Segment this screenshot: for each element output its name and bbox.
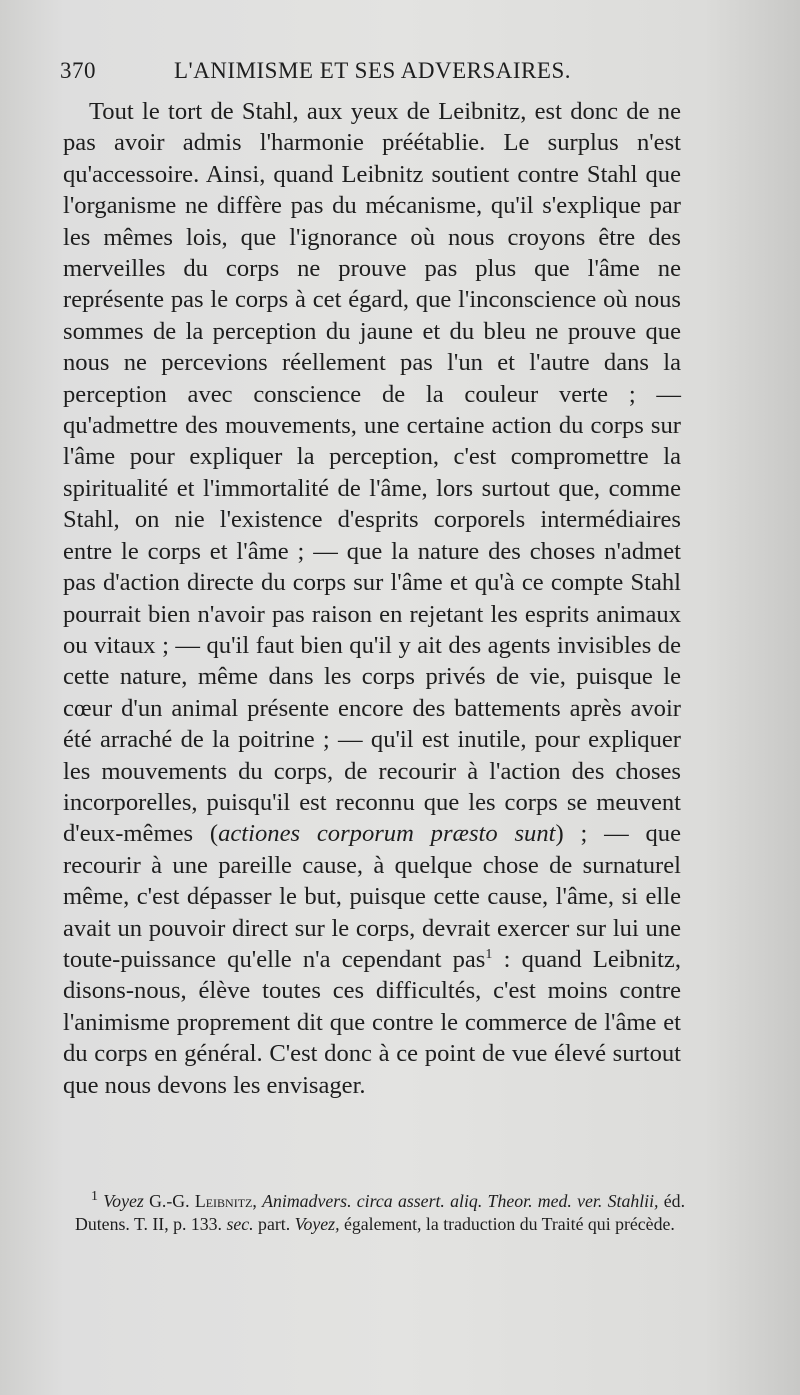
footnote-part: part. — [253, 1214, 295, 1234]
footnote-text — [75, 1190, 685, 1236]
footnote-work-title: Animadvers. circa assert. aliq. Theor. med. ver. Stahlii, — [262, 1191, 659, 1211]
footnote-marker: 1 — [91, 1189, 98, 1205]
paragraph-text-part-3: : quand Leibnitz, disons-nous, élève toutes ces difficultés, c'est moins contre l'animisme proprement dit que contre le commerce de l'âme et du corps en général. C'est donc à ce point de vue élevé surtout que nous devons les envisager. — [63, 945, 681, 1099]
running-title: L'ANIMISME ET SES ADVERSAIRES. — [174, 58, 571, 83]
footnote-author: G.-G. Leibnitz, — [149, 1191, 257, 1211]
footnote-tail: également, la traduction du Traité qui précède. — [339, 1214, 675, 1234]
body-text — [63, 96, 681, 1101]
latin-quote: actiones corporum præsto sunt — [218, 820, 556, 848]
paragraph-text-part-2: ) ; — que recourir à une pareille cause, à quelque chose de surnaturel même, c'est dépasser le but, puisque cette cause, l'âme, si elle avait un pouvoir direct sur le corps, devrait exercer sur lui une toute-puissance qu'elle n'a cependant pas — [63, 820, 681, 973]
page-number: 370 — [60, 58, 96, 83]
footnote-voyez: Voyez — [103, 1191, 144, 1211]
paragraph-text-part-1: Tout le tort de Stahl, aux yeux de Leibnitz, est donc de ne pas avoir admis l'harmonie préétablie. Le surplus n'est qu'accessoire. Ainsi, quand Leibnitz soutient contre Stahl que l'organisme ne diffère pas du mécanisme, qu'il s'explique par les mêmes lois, que l'ignorance où nous croyons être des merveilles du corps ne prouve pas plus que l'âme ne représente pas le corps à cet égard, que l'inconscience où nous sommes de la perception du jaune et du bleu ne prouve que nous ne percevions réellement pas l'un et l'autre dans la perception avec conscience de la couleur verte ; — qu'admettre des mouvements, une certaine action du corps sur l'âme pour expliquer la perception, c'est compromettre la spiritualité et l'immortalité de l'âme, lors surtout que, comme Stahl, on nie l'existence d'esprits corporels intermédiaires entre le corps et l'âme ; — que la nature des choses n'admet pas d'action directe du corps sur l'âme et qu'à ce compte Stahl pourrait bien n'avoir pas raison en rejetant les esprits animaux ou vitaux ; — qu'il faut bien qu'il y ait des agents invisibles de cette nature, même dans les corps privés de vie, puisque le cœur d'un animal présente encore des battements après avoir été arraché de la poitrine ; — qu'il est inutile, pour expliquer les mouvements du corps, de recourir à l'action des choses incorporelles, puisqu'il est reconnu que les corps se meuvent d'eux-mêmes ( — [63, 98, 681, 848]
footnote-sec: sec. — [226, 1214, 254, 1234]
footnote-voyez-2: Voyez, — [294, 1214, 340, 1234]
footnote-edition: éd. Dutens. T. II, p. 133. — [75, 1191, 686, 1234]
footnote-reference[interactable]: 1 — [485, 946, 493, 962]
paragraph — [63, 96, 681, 1101]
bleed-through-shadow — [680, 60, 800, 1360]
footnote — [75, 1190, 685, 1236]
page-header — [60, 58, 680, 92]
